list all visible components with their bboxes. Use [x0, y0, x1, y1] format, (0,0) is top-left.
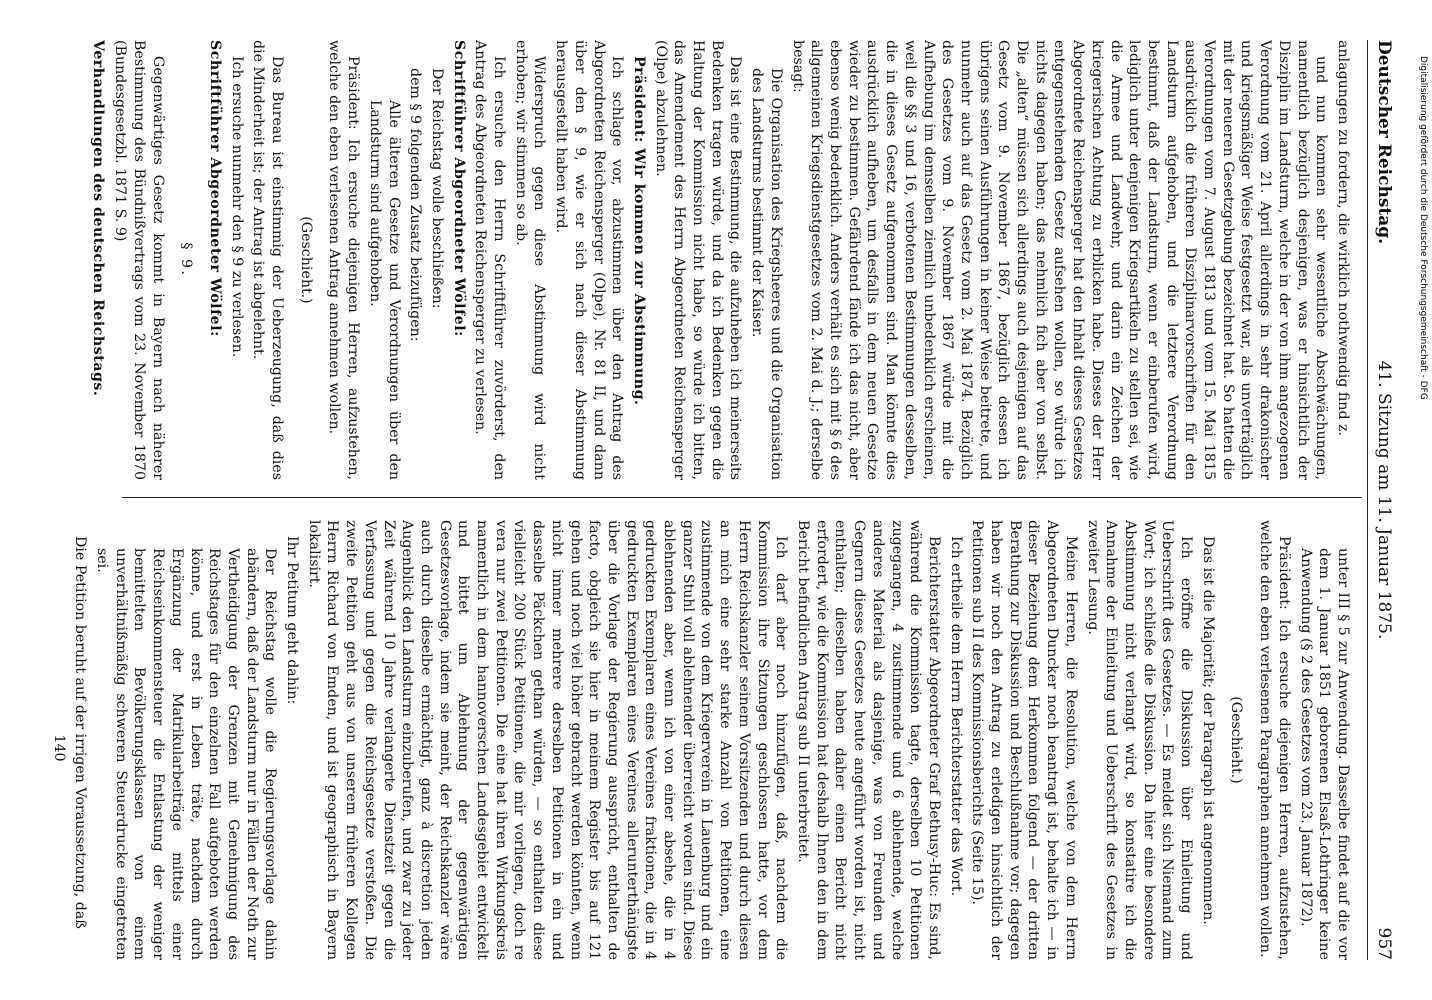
paragraph: Das ist eine Bestimmung, die aufzuheben ich meinerseits Bedenken tragen würde, und da ich Bedenken gegen die Haltung der Kommission nicht habe, so würde ich bitten, das Amendement des Herrn Abgeordneten Reichensperger (Olpe) abzulehnen.	[652, 40, 744, 480]
section-number: § 9.	[178, 242, 195, 278]
column-divider	[122, 497, 1362, 498]
paragraph: Ihr Petitum geht dahin:	[284, 536, 301, 705]
paragraph: Das ist die Majorität; der Paragraph ist angenommen.	[1199, 536, 1216, 925]
paragraph: Ich darf aber noch hinzufügen, daß, nachdem die Kommission ihre Sitzungen geschlossen hatte, vor dem Herrn Reichskanzler seinem Vorsitzenden und durch diesen an mich eine sehr starke Anzahl von Petitionen, eine zustimmende von dem Kriegerverein in Lauenburg und ein ganzer Stuhl voll ablehnender überreicht worden sind. Diese ablehnenden aber, wenn ich von einer absehe, die in 4 gedruckten Exemplaren eines Vereines fraktionen, die in 4 gedruckten Exemplaren eines Vereines allerunterthänigste über die Vorlage der Regierung ausspricht, enthalten de facto, obgleich sie hier in meinem Register bis auf 121 gehen und noch viel höher gebracht werden könnten, wenn nicht immer mehrere derselben Petitionen in ein und dasselbe Päckchen gethan würden, — so enthalten diese vielleicht 200 Stück Petitionen, die mir vorliegen, doch re vera nur zwei Petitionen. Die eine hat ihren Wirkungskreis namentlich in dem hannoverschen Landesgebiet entwickelt und bittet um Ablehnung der gegenwärtigen Gesetzesvorlage, indem sie meint, der Reichskanzler wäre auch durch dieselbe ermächtigt, ganz à discretion jeden Augenblick den Landsturm einzuberufen, und zwar zu jeder Zeit während 10 Jahre verlangerte Dienstzeit gegen die Verfassung und gegen die Reichsgesetze verstoßen. Die zweite Petition geht aus von unserem früheren Kollegen Herrn Richard von Emden, und ist geographisch in Bayern lokalisirt.	[305, 520, 790, 960]
paragraph: Ich eröffne die Diskussion über Einleitung und Ueberschrift des Gesetzes. — Es meldet sich Niemand zum Wort; ich schließe die Diskussion. Da hier eine besondere Abstimmung nicht verlangt wird, so konstatire ich die Annahme der Einleitung und Ueberschrift des Gesetzes in zweiter Lesung.	[1084, 520, 1195, 960]
stage-direction: (Geschieht.)	[297, 216, 314, 304]
speaker-paragraph: Berichterstatter Abgeordneter Graf Bethusy-Huc: Es sind, während die Kommission tagte, derselben 10 Petitionen zugegangen, 4 zustimmende und 6 ablehnende, welche anderes Material als dasjenige, was von Freunden und Gegnern dieses Gesetzes heute angeführt worden ist, nicht enthalten; dieselben haben daher einen Bericht nicht erfordert, wie die Kommission hat deshalb Ihnen den in dem Bericht befindlichen Antrag sub II unterbreitet.	[795, 520, 942, 960]
digitization-credit-text: Digitalisierung gefördert durch die Deutsche Forschungsgemeinschaft - DFG	[1418, 56, 1428, 400]
paragraph: Gegenwärtiges Gesetz kommt in Bayern nach näherer Bestimmung des Bündnißvertrags vom 23. November 1870 (Bundesgesetzbl. 1871 S. 9)	[112, 40, 166, 480]
paragraph: Widerspruch gegen diese Abstimmung wird nicht erhoben; wir stimmen so ab.	[512, 40, 548, 480]
paragraph: Meine Herren, die Resolution, welche von dem Herrn Abgeordneten Duncker noch beantragt ist, behalte ich — in dieser Beziehung dem Herkommen folgend — der dritten Berathung zur Diskussion und Beschlußnahme vor; dagegen haben wir noch den Antrag zu erledigen hinsichtlich der Petitionen sub II des Kommissionsberichts (Seite 15).	[969, 520, 1079, 960]
motion-text: Alle älteren Gesetze und Verordnungen über den Landsturm sind aufgehoben.	[366, 100, 402, 480]
speaker-paragraph: Präsident: Ich ersuche diejenigen Herren, aufzustehen, welche den eben verlesenen Paragraphen annehmen wollen.	[1257, 520, 1292, 960]
speaker-paragraph: Präsident: Wir kommen zur Abstimmung.	[630, 56, 647, 406]
paragraph: anlagungen zu fordern, die wirklich nothwendig find z.	[1335, 40, 1351, 437]
page-header	[1367, 40, 1398, 960]
paragraph: und nun kommen sehr wesentliche Abschwächungen, namentlich bezüglich desjenigen, was er hinsichtlich der Disziplin im Landsturm, welche in der von ihm angezogenen Verordnung vom 21. April allerdings in sehr drakonischer und kriegsmäßiger Weise festgesetzt war, als unverträglich mit der neueren Gesetzgebung bezeichnet hat. So hatten die Verordnungen vom 7. August 1813 und vom 15. Mai 1815 ausdrücklich die früheren Disziplinarvorschriften für den Landsturm aufgehoben, und die letztere Verordnung bestimmt, daß der Landsturm, wenn er einberufen wird, lediglich unter denjenigen Kriegsartikeln zu stellen sei, wie die Armee und Landwehr, und darin ein Zeichen der kriegerischen Achtung zu erblicken habe. Dieses der Herr Abgeordnete Reichensperger hat den Inhalt dieses Gesetzes entgegenstehenden Gesetz aufsehen wollen, so würde ich nichts dagegen haben; das nehmlich fich aber von selbst. Die „alten“ müssen sich allerdings auch desjenigen auf das Gesetz vom 9. November 1867, bezüglich dessen ich übrigens seinen Ausführungen in keiner Weise beitrete, und nunmehr auch auf das Gesetz vom 2. Mai 1874. Bezüglich des Gesetzes vom 9. November 1867 würde mit die Aufhebung im demselben ziemlich unbedenklich erscheinen, weil die §§ 3 und 16, verbotenen Bestimmungen desselben, die in dieses Gesetz aufgenommen sind. Man könnte dies ausdrücklich aufheben, um desfalls in dem neuen Gesetze wieder zu bestimmen. Gefährdend fände ich das nicht, aber ebenso wenig bedenklich. Anders verhält es sich mit § 6 des allgemeinen Kriegsdienstgesetzes vom 2. Mai d. J.; derselbe besagt:	[789, 40, 1330, 480]
speaker-label: Schriftführer Abgeordneter Wölfel:	[206, 40, 223, 337]
header-title: Deutscher Reichstag.	[1374, 40, 1394, 245]
header-page-number: 957	[1374, 927, 1394, 960]
column-right	[46, 520, 1352, 960]
petition-text: Der Reichstag wolle die Regierungsvorlage dahin abändern, daß der Landsturm nur in Fällen der Noth zur Vertheidigung der Grenzen mit Genehmigung des Reichstages für den einzelnen Fall aufgeboten werden könne, und erst in Leben träte, nachdem durch Ergänzung der Matrikularbeiträge mittels einer Reichseinkommensteuer die Entlastung der weniger bemittelten Bevölkerungsklassen von einem unverhältnißmäßig schweren Steuerdrucke eingetreten sei.	[94, 548, 279, 960]
speaker-label: Schriftführer Abgeordneter Wölfel:	[450, 40, 467, 337]
speaker-paragraph: Präsident: Ich ersuche diejenigen Herren, aufzustehen, welche den eben verlesenen Antrag annehmen wollen.	[326, 40, 362, 480]
footer-publication: Verhandlungen des deutschen Reichstags.	[90, 40, 107, 397]
quotation: Die Organisation des Kriegsheeres und die Organisation des Landsturms bestimmt der Kaiser.	[749, 68, 784, 480]
paragraph: unter III § 5 zur Anwendung. Dasselbe findet auf die vor dem 1. Januar 1851 geborenen Elsaß-Lothringer keine Anwendung (§ 2 des Gesetzes vom 23. Januar 1872).	[1297, 548, 1351, 960]
paragraph: Das Bureau ist einstimmig der Ueberzeugung, daß dies die Minderheit ist; der Antrag ist abgelehnt.	[250, 40, 286, 480]
header-session: 41. Sitzung am 11. Januar 1875.	[1374, 360, 1394, 640]
paragraph: Ich ersuche nunmehr den § 9 zu verlesen.	[228, 56, 245, 358]
paragraph: Die Petition beruht auf der irrigen Voraussetzung, daß	[72, 536, 89, 929]
digitization-credit	[1416, 56, 1430, 756]
paragraph: Ich ersuche den Herrn Schriftführer zuvörderst, den Antrag des Abgeordneten Reichensperger zu verlesen.	[472, 40, 508, 480]
signature-number: 140	[50, 734, 67, 762]
stage-direction: (Geschieht.)	[1228, 696, 1245, 784]
motion-line: dem § 9 folgenden Zusatz beizufügen:	[407, 68, 424, 342]
column-left	[86, 40, 1352, 480]
paragraph: Ich ertheile dem Herrn Berichterstatter das Wort.	[947, 536, 964, 897]
motion-line: Der Reichstag wolle beschließen:	[428, 68, 445, 309]
paragraph: Ich schlage vor, abzustimmen über den Antrag des Abgeordneten Reichensperger (Olpe), Nr. 81 II, und dann über den § 9, wie er sich nach dieser Abstimmung herausgestellt haben wird.	[553, 40, 626, 480]
